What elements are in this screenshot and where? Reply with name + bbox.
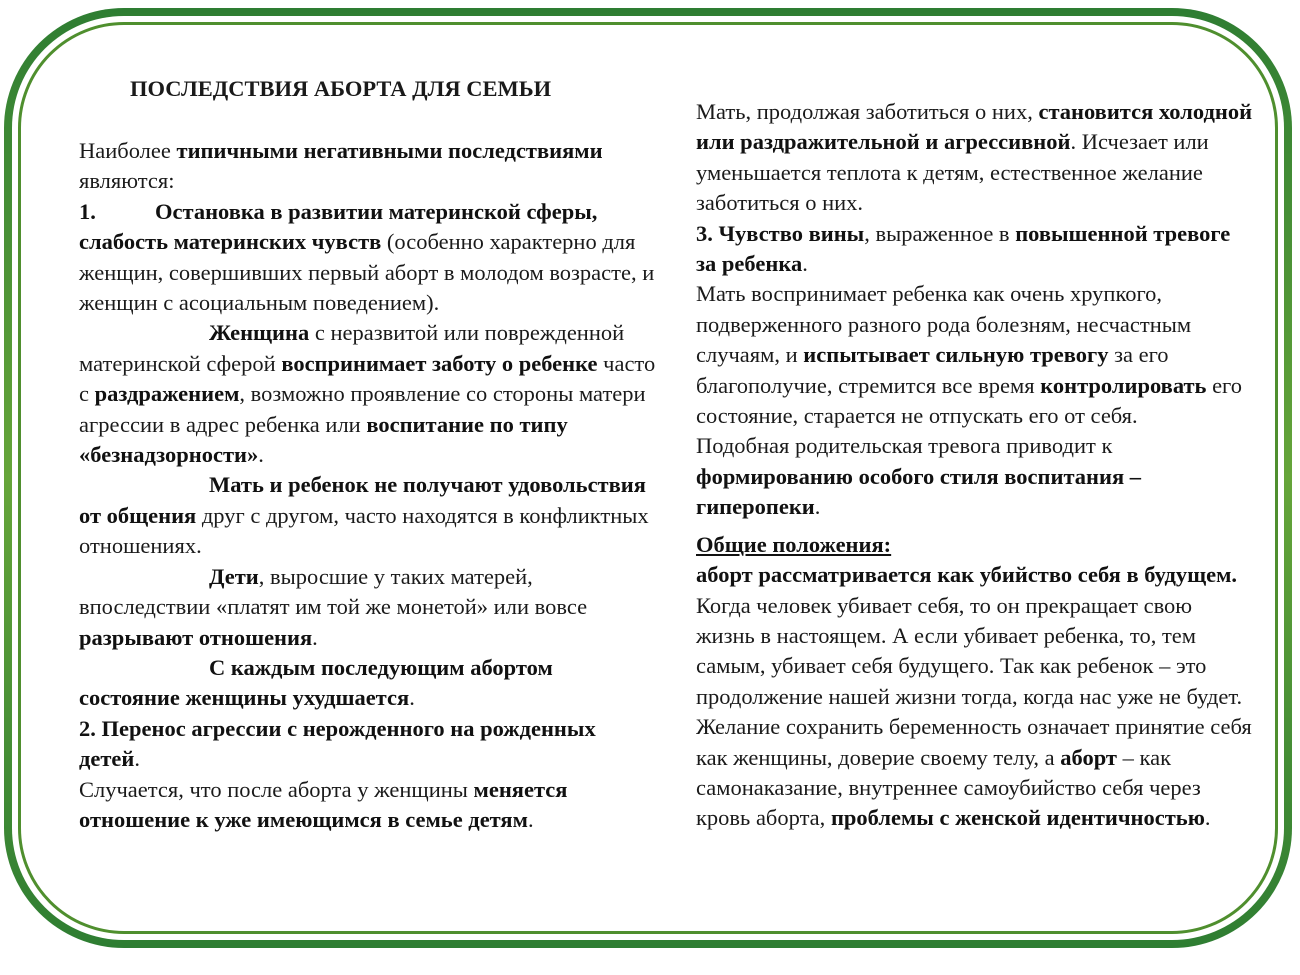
paragraph-overprotection [696,431,1256,522]
text-run: друг с другом, часто находятся в конфликтных отношениях. [79,502,649,559]
text-run: . [814,494,821,520]
paragraph-self-killing [696,560,1256,712]
text-run: с неразвитой или поврежденной материнской сферой [79,320,625,376]
paragraph-item-1 [79,197,659,319]
bold-run: становится холодной или раздражительной и агрессивной [696,99,1253,155]
right-column [696,97,1256,834]
text-run: , выросшие у таких матерей, впоследствии «платят им той же монетой» или вовсе [79,563,588,620]
text-run: . [134,746,140,772]
bold-run: аборт [1060,744,1117,770]
bold-run: разрывают отношения [79,624,313,650]
text-run: , выраженное в [864,220,1016,246]
section-heading: Общие положения: [696,531,892,557]
bold-run: проблемы с женской идентичностью [830,805,1205,831]
text-run: . [1204,805,1211,831]
paragraph-mother-cold [696,97,1256,219]
paragraph-item-2 [79,714,659,775]
text-run: Когда человек убивает себя, то он прекращает свою жизнь в настоящем. А если убивает ребенка, то, тем самым, убивает себя будущего. Так как ребенок – это продолжение нашей жизни тогда, когда нас уже не будет. [696,592,1243,709]
text-run: его состояние, старается не отпускать его от себя. [696,372,1242,429]
left-column [79,136,659,835]
bold-run: воспринимает заботу о ребенке [281,350,598,376]
bold-run: испытывает сильную тревогу [803,342,1109,368]
text-run: . [312,624,318,650]
text-run: Желание сохранить беременность означает принятие себя как женщины, доверие своему телу, а [696,714,1252,770]
bold-run: воспитание по типу «безнадзорности» [79,411,568,468]
bold-run: аборт рассматривается как убийство себя в будущем. [696,562,1238,588]
bold-run: Дети [209,563,259,589]
text-run: являются: [79,168,175,194]
document-title: ПОСЛЕДСТВИЯ АБОРТА ДЛЯ СЕМЬИ [130,76,552,101]
bold-run: 3. Чувство вины [696,220,865,246]
text-run: часто с [79,350,656,407]
text-run: Наиболее [79,138,177,163]
paragraph-mother-child [79,470,659,561]
text-run: – как самонаказание, внутреннее самоубийство себя через кровь аборта, [696,744,1201,831]
text-run: . Исчезает или уменьшается теплота к детям, естественное желание заботиться о них. [696,129,1209,216]
text-run: Мать воспринимает ребенка как очень хрупкого, подверженного разного рода болезням, несчастным случаям, и [696,281,1192,368]
bold-run: Мать и ребенок не получают удовольствия от общения [79,472,646,528]
text-run: Подобная родительская тревога приводит к [696,433,1113,459]
paragraph-fragile-child [696,279,1256,431]
paragraph-general-provisions-heading [696,530,1256,560]
bold-run: Женщина [209,320,310,346]
bold-run: раздражением [94,381,240,407]
text-run: . [258,442,264,468]
text-run: , возможно проявление со стороны матери агрессии в адрес ребенка или [79,381,646,437]
bold-run: меняется отношение к уже имеющимся в семье детям [79,776,568,832]
bold-run: контролировать [1040,372,1207,398]
text-run: . [527,806,534,832]
text-run: . [409,685,415,711]
paragraph-desire-pregnancy [696,712,1256,834]
bold-run: повышенной тревоге за ребенка [696,220,1231,277]
paragraph-each-abortion [79,653,659,714]
bold-run: С каждым последующим абортом состояние женщины ухудшается [79,654,553,711]
bold-run: формированию особого стиля воспитания – гиперопеки [696,463,1141,520]
list-number: 1. [79,198,96,224]
text-run: (особенно характерно для женщин, совершивших первый аборт в молодом возрасте, и женщин с асоциальным поведением). [79,229,655,316]
text-run: . [802,251,808,277]
paragraph-typical-consequences [79,136,659,197]
paragraph-woman [79,318,659,470]
text-run: за его благополучие, стремится все время [696,342,1169,398]
paragraph-attitude-change [79,775,659,836]
paragraph-item-3 [696,219,1256,280]
bold-run: типичными негативными последствиями [176,138,603,163]
text-run: Мать, продолжая заботиться о них, [696,99,1039,124]
spacer [696,523,1256,530]
text-run: Случается, что после аборта у женщины [79,776,474,802]
paragraph-children [79,562,659,653]
bold-run: Остановка в развитии материнской сферы, слабость материнских чувств [79,198,598,255]
bold-run: 2. Перенос агрессии с нерожденного на рожденных детей [79,715,596,772]
